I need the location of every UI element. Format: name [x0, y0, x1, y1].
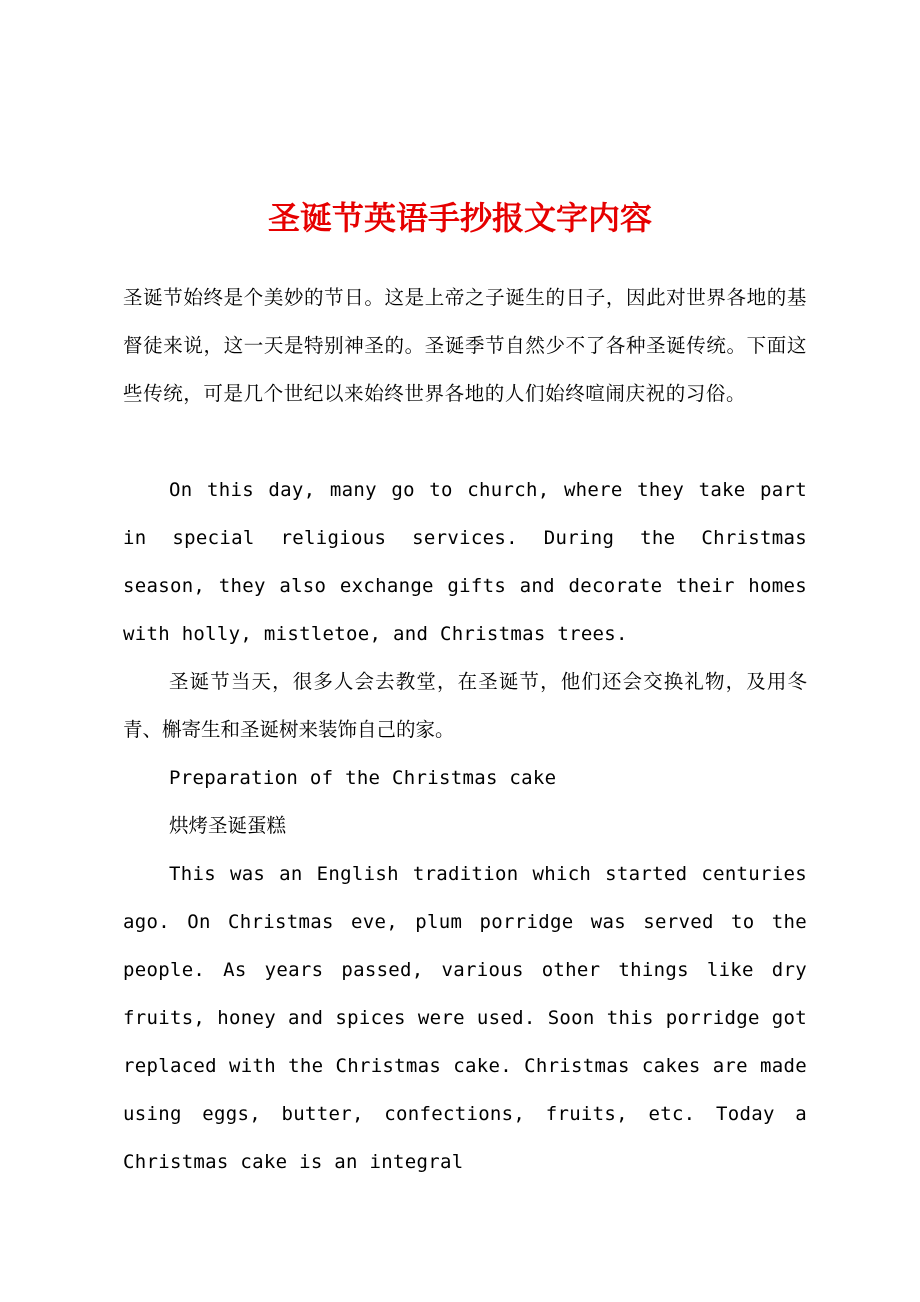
section-heading-cake-english: Preparation of the Christmas cake [169, 767, 557, 789]
document-title: 圣诞节英语手抄报文字内容 [267, 199, 652, 237]
paragraph-cake-english: This was an English tradition which started centuries ago. On Christmas eve, plum porridge was served to the people. As years passed, various other things like dry fruits, honey and spices were used. Soon this porridge got replaced with the Christmas cake. Christmas cakes are made using eggs, butter, confections, fruits, etc. Today a Christmas cake is an integral [123, 863, 807, 1173]
section-heading-cake-chinese: 烘烤圣诞蛋糕 [169, 814, 287, 837]
paragraph-church-english: On this day, many go to church, where they take part in special religious services. During the Christmas season, they also exchange gifts and decorate their homes with holly, mistletoe, and Christmas trees. [123, 479, 807, 645]
paragraph-intro-chinese: 圣诞节始终是个美妙的节日。这是上帝之子诞生的日子，因此对世界各地的基督徒来说，这一天是特别神圣的。圣诞季节自然少不了各种圣诞传统。下面这些传统，可是几个世纪以来始终世界各地的人们始终喧闹庆祝的习俗。 [123, 286, 807, 405]
paragraph-church-chinese: 圣诞节当天，很多人会去教堂，在圣诞节，他们还会交换礼物，及用冬青、槲寄生和圣诞树来装饰自己的家。 [123, 670, 807, 741]
